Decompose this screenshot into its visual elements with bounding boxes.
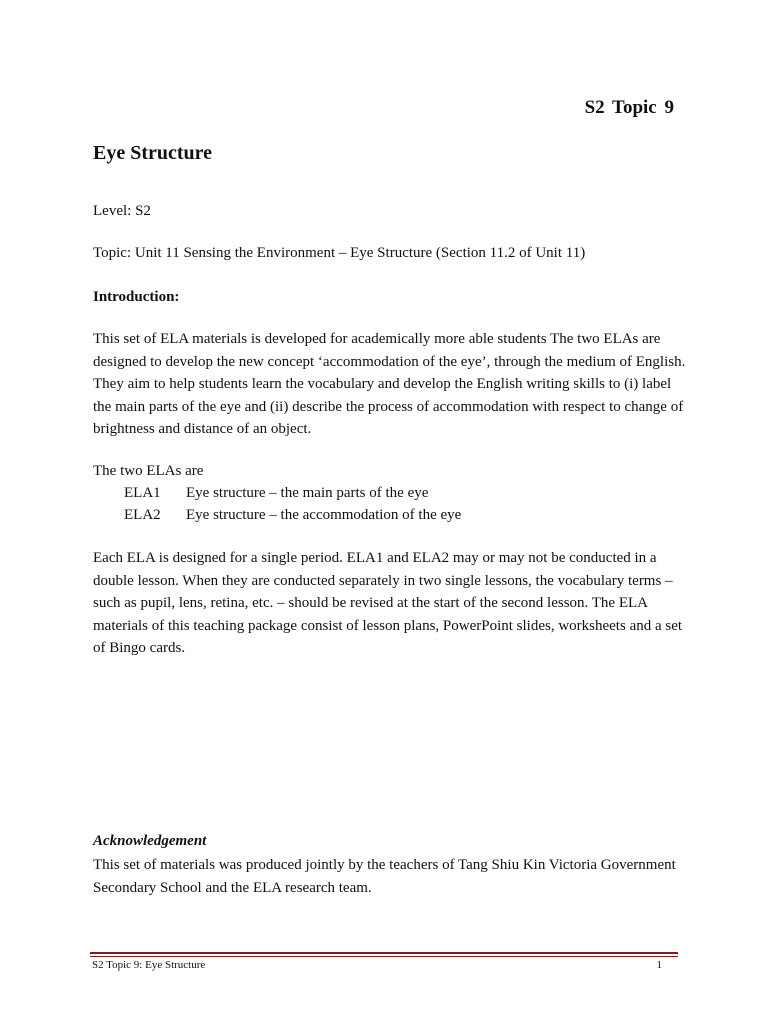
- topic-header: S2 Topic 9: [584, 97, 674, 118]
- introduction-heading: Introduction:: [93, 289, 180, 305]
- footer-rule: [90, 952, 678, 954]
- ela-list-item: [124, 482, 428, 505]
- acknowledgement-heading: Acknowledgement: [93, 833, 207, 849]
- each-ela-paragraph: Each ELA is designed for a single period. ELA1 and ELA2 may or may not be conducted in a double lesson. When they are conducted separately in two single lessons, the vocabulary terms – such as pupil, lens, retina, etc. – should be revised at the start of the second lesson. The ELA materials of this teaching package consist of lesson plans, PowerPoint slides, worksheets and a set of Bingo cards.: [93, 550, 683, 656]
- level-line: Level: S2: [93, 203, 151, 219]
- elas-lead-line: The two ELAs are: [93, 463, 204, 479]
- ela-description: Eye structure – the accommodation of the eye: [186, 507, 462, 523]
- page-number: 1: [656, 959, 662, 971]
- topic-line: Topic: Unit 11 Sensing the Environment – Eye Structure (Section 11.2 of Unit 11): [93, 245, 586, 261]
- footer-title: S2 Topic 9: Eye Structure: [92, 959, 206, 971]
- ela-list-item: [124, 504, 461, 527]
- footer-rule-thin: [90, 956, 678, 957]
- ela-code: ELA1: [124, 485, 161, 501]
- ela-code: ELA2: [124, 507, 161, 523]
- introduction-paragraph: This set of ELA materials is developed for academically more able students The two ELAs are designed to develop the new concept ‘accommodation of the eye’, through the medium of English. They aim to help students learn the vocabulary and develop the English writing skills to (i) label the main parts of the eye and (ii) describe the process of accommodation with respect to change of brightness and distance of an object.: [93, 331, 686, 437]
- acknowledgement-paragraph: This set of materials was produced jointly by the teachers of Tang Shiu Kin Victoria Government Secondary School and the ELA research team.: [93, 857, 676, 896]
- document-title: Eye Structure: [93, 142, 213, 164]
- ela-description: Eye structure – the main parts of the eye: [186, 485, 429, 501]
